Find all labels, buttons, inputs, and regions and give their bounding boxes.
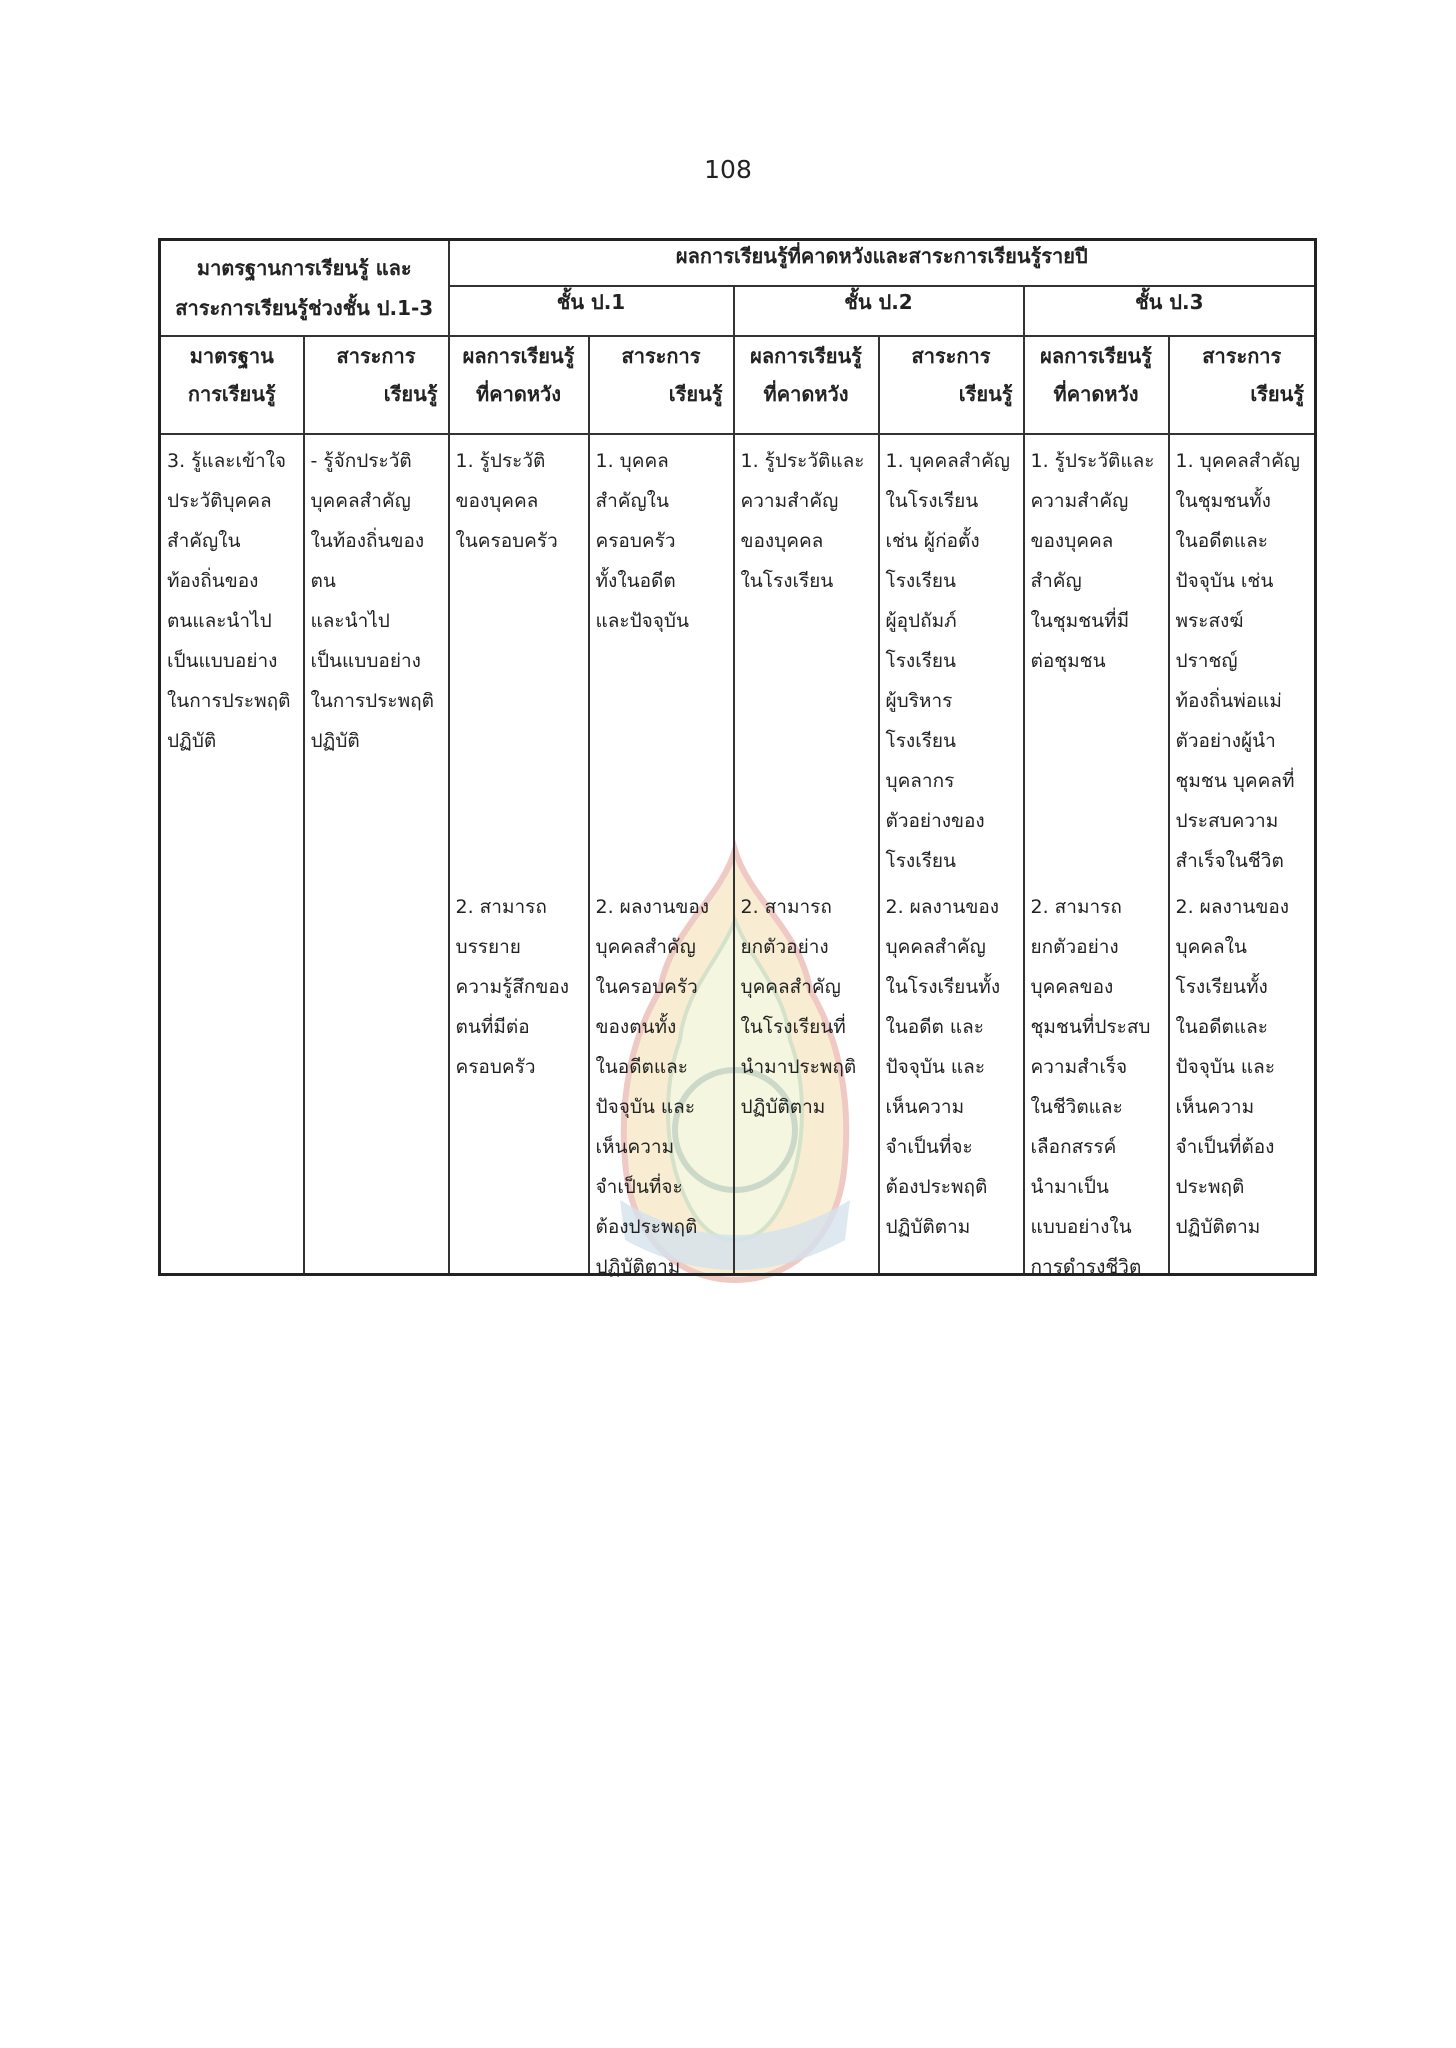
p2-outcome-2: 2. สามารถ ยกตัวอย่าง บุคคลสำคัญ ในโรงเรียนที่ นำมาประพฤติ ปฏิบัติตาม xyxy=(740,896,857,1118)
header-left-line-1: มาตรฐานการเรียนรู้ และ xyxy=(196,256,412,280)
cell-content xyxy=(304,434,449,1275)
subheader-p1-outcome-line-2: ที่คาดหวัง xyxy=(476,382,561,406)
header-yearly-outcomes: ผลการเรียนรู้ที่คาดหวังและสาระการเรียนรู้รายปี xyxy=(449,240,1316,287)
subheader-standard-line-1: มาตรฐาน xyxy=(189,344,274,368)
subheader-p2-content-line-2: เรียนรู้ xyxy=(958,382,1013,406)
subheader-p1-outcome-line-1: ผลการเรียนรู้ xyxy=(462,344,575,368)
header-grade-p1: ชั้น ป.1 xyxy=(449,286,734,336)
cell-standard xyxy=(160,434,304,1275)
p3-content-2: 2. ผลงานของ บุคคลใน โรงเรียนทั้ง ในอดีตและ ปัจจุบัน และ เห็นความ จำเป็นที่ต้อง ประพฤติ ปฏิบัติตาม xyxy=(1175,896,1290,1238)
page-number: 108 xyxy=(704,155,752,184)
cell-p3-content xyxy=(1169,434,1316,1275)
p3-content-1: 1. บุคคลสำคัญ ในชุมชนทั้ง ในอดีตและ ปัจจุบัน เช่น พระสงฆ์ ปราชญ์ ท้องถิ่นพ่อแม่ ตัวอย่างผู้นำ ชุมชน บุคคลที่ ประสบความ สำเร็จในชีวิต xyxy=(1175,450,1300,872)
subheader-p2-outcome xyxy=(734,336,879,434)
p3-outcome-1: 1. รู้ประวัติและ ความสำคัญ ของบุคคลสำคัญ ในชุมชนที่มี ต่อชุมชน xyxy=(1030,450,1155,672)
subheader-content-line-1: สาระการ xyxy=(336,344,416,368)
subheader-p3-outcome-line-2: ที่คาดหวัง xyxy=(1053,382,1139,406)
subheader-p3-outcome-line-1: ผลการเรียนรู้ xyxy=(1040,344,1152,368)
subheader-p1-content xyxy=(589,336,734,434)
subheader-p2-outcome-line-1: ผลการเรียนรู้ xyxy=(750,344,862,368)
p1-content-2: 2. ผลงานของ บุคคลสำคัญ ในครอบครัว ของตนทั้ง ในอดีตและ ปัจจุบัน และ เห็นความ จำเป็นที่จะ ต้องประพฤติ ปฏิบัติตาม xyxy=(595,896,710,1278)
subheader-p3-outcome xyxy=(1024,336,1169,434)
subheader-content-line-2: เรียนรู้ xyxy=(383,382,438,406)
header-grade-p3: ชั้น ป.3 xyxy=(1024,286,1316,336)
standard-text: 3. รู้และเข้าใจ ประวัติบุคคล สำคัญใน ท้องถิ่นของ ตนและนำไป เป็นแบบอย่าง ในการประพฤติ ปฏิบัติ xyxy=(167,450,291,752)
subheader-p3-content-line-2: เรียนรู้ xyxy=(1250,382,1305,406)
subheader-content xyxy=(304,336,449,434)
subheader-standard xyxy=(160,336,304,434)
subheader-standard-line-2: การเรียนรู้ xyxy=(187,382,276,406)
p3-outcome-2: 2. สามารถ ยกตัวอย่าง บุคคลของ ชุมชนที่ประสบ ความสำเร็จ ในชีวิตและ เลือกสรรค์ นำมาเป็น แบบอย่างใน การดำรงชีวิต xyxy=(1030,896,1151,1278)
subheader-p2-content-line-1: สาระการ xyxy=(911,344,991,368)
p2-content-1: 1. บุคคลสำคัญ ในโรงเรียน เช่น ผู้ก่อตั้ง โรงเรียน ผู้อุปถัมภ์ โรงเรียน ผู้บริหาร โรงเรียน บุคลากร ตัวอย่างของ โรงเรียน xyxy=(885,450,1010,872)
cell-p3-outcome xyxy=(1024,434,1169,1278)
curriculum-table xyxy=(158,238,1317,1276)
p1-outcome-1: 1. รู้ประวัติ ของบุคคล ในครอบครัว xyxy=(455,450,558,552)
subheader-p2-content xyxy=(879,336,1024,434)
cell-p2-outcome xyxy=(734,434,879,1275)
subheader-p1-outcome xyxy=(449,336,589,434)
subheader-p3-content-line-1: สาระการ xyxy=(1202,344,1282,368)
content-text: - รู้จักประวัติ บุคคลสำคัญ ในท้องถิ่นของตน และนำไป เป็นแบบอย่าง ในการประพฤติ ปฏิบัติ xyxy=(310,450,434,752)
subheader-p1-content-line-2: เรียนรู้ xyxy=(668,382,723,406)
subheader-p3-content xyxy=(1169,336,1316,434)
header-left-line-2: สาระการเรียนรู้ช่วงชั้น ป.1-3 xyxy=(175,296,434,320)
cell-p2-content xyxy=(879,434,1024,1275)
p1-outcome-2: 2. สามารถ บรรยาย ความรู้สึกของ ตนที่มีต่อ ครอบครัว xyxy=(455,896,570,1078)
cell-p1-content xyxy=(589,434,734,1278)
subheader-p2-outcome-line-2: ที่คาดหวัง xyxy=(763,382,849,406)
p2-content-2: 2. ผลงานของ บุคคลสำคัญ ในโรงเรียนทั้ง ในอดีต และ ปัจจุบัน และ เห็นความ จำเป็นที่จะ ต้องประพฤติ ปฏิบัติตาม xyxy=(885,896,1001,1238)
header-standard-and-content xyxy=(160,240,449,337)
subheader-p1-content-line-1: สาระการ xyxy=(621,344,701,368)
cell-p1-outcome xyxy=(449,434,589,1275)
p1-content-1: 1. บุคคล สำคัญใน ครอบครัว ทั้งในอดีต และปัจจุบัน xyxy=(595,450,689,632)
header-grade-p2: ชั้น ป.2 xyxy=(734,286,1024,336)
p2-outcome-1: 1. รู้ประวัติและ ความสำคัญ ของบุคคล ในโรงเรียน xyxy=(740,450,865,592)
